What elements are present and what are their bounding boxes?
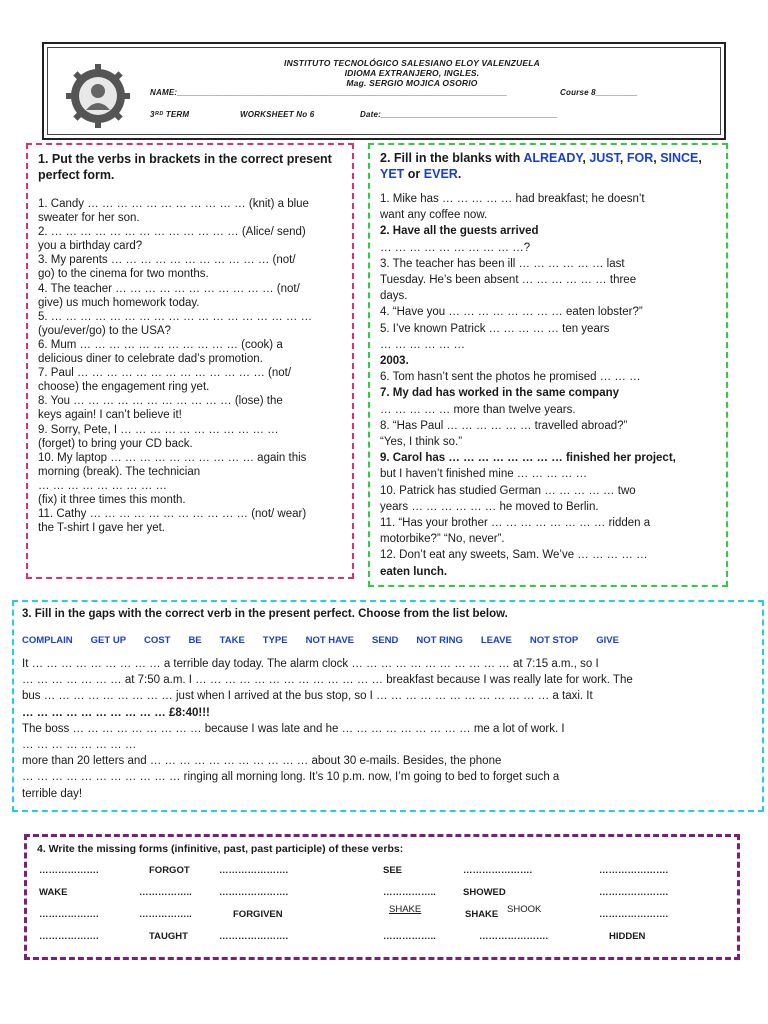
separator: ,: [653, 151, 661, 165]
verb-form-cell[interactable]: ……………….: [39, 931, 99, 942]
verb-form-cell: WAKE: [39, 887, 68, 898]
exercise-line: 7. My dad has worked in the same company: [380, 387, 620, 400]
exercise-line: want any coffee now.: [380, 209, 488, 222]
exercise-4-title: 4. Write the missing forms (infinitive, past, past participle) of these verbs:: [37, 843, 404, 855]
header-inner-frame: [47, 47, 721, 135]
exercise-line: go) to the cinema for two months.: [38, 268, 209, 281]
verb-form-cell: HIDDEN: [609, 931, 646, 942]
verb-form-cell[interactable]: ………………….: [463, 865, 533, 876]
exercise-line[interactable]: 3. The teacher has been ill … … … … … … last: [380, 257, 625, 270]
or-word: or: [407, 167, 421, 181]
exercise-line[interactable]: 9. Sorry, Pete, I … … … … … … … … … … …: [38, 423, 279, 436]
exercise-line[interactable]: 2. … … … … … … … … … … … … … (Alice/ send): [38, 226, 306, 239]
passage-line: terrible day!: [22, 787, 83, 800]
verb-option: NOT STOP: [529, 635, 579, 646]
separator: ,: [698, 151, 702, 165]
keyword-ever: EVER: [423, 167, 458, 181]
keyword-yet: YET: [380, 167, 405, 181]
title-end: .: [457, 167, 462, 181]
verb-forms-row: [37, 865, 737, 887]
verb-option: TAKE: [219, 635, 245, 646]
verb-form-cell[interactable]: ………………….: [599, 909, 669, 920]
exercise-line[interactable]: 6. Tom hasn’t sent the photos he promised … … …: [380, 371, 641, 384]
exercise-line[interactable]: 4. The teacher … … … … … … … … … … … (not/: [38, 282, 300, 295]
exercise-line[interactable]: 12. Don’t eat any sweets, Sam. We’ve … … … … …: [380, 549, 648, 562]
exercise-line[interactable]: 4. “Have you … … … … … … … … eaten lobster?”: [380, 306, 643, 319]
exercise-line: “Yes, I think so.”: [380, 436, 463, 449]
exercise-line: you a birthday card?: [38, 240, 143, 253]
exercise-line: (you/ever/go) to the USA?: [38, 324, 171, 337]
exercise-line[interactable]: Tuesday. He’s been absent … … … … … … three: [380, 274, 637, 287]
exercise-line: morning (break). The technician: [38, 465, 201, 478]
verb-option: NOT RING: [416, 635, 463, 646]
school-name: INSTITUTO TECNOLÓGICO SALESIANO ELOY VALENZUELA: [284, 58, 540, 68]
exercise-line: eaten lunch.: [380, 565, 448, 578]
exercise-line: delicious diner to celebrate dad’s promotion.: [38, 353, 263, 366]
verb-form-cell[interactable]: ………………….: [479, 931, 549, 942]
exercise-line: choose) the engagement ring yet.: [38, 381, 210, 394]
handwritten-answer-shake: SHAKE: [389, 904, 422, 915]
verb-form-cell[interactable]: ……………..: [383, 887, 436, 898]
verb-form-cell: SEE: [383, 865, 403, 876]
verb-form-cell[interactable]: ……………..: [383, 931, 436, 942]
verb-form-cell[interactable]: ……………..: [139, 887, 192, 898]
verb-form-cell[interactable]: ……………..: [139, 909, 192, 920]
exercise-line[interactable]: but I haven’t finished mine … … … … …: [380, 468, 588, 481]
verb-option: GET UP: [90, 635, 127, 646]
passage-line[interactable]: bus … … … … … … … … … just when I arrived at the bus stop, so I … … … … … … … … … … … … a taxi. It: [22, 690, 593, 703]
verb-option: SEND: [372, 635, 399, 646]
verb-forms-table: [37, 865, 737, 953]
passage-line[interactable]: … … … … … … … …: [22, 739, 137, 752]
exercise-line[interactable]: 11. Cathy … … … … … … … … … … … (not/ wear): [38, 508, 307, 521]
exercise-line[interactable]: 9. Carol has … … … … … … … … finished her project,: [380, 452, 676, 465]
verb-form-cell: SHAKE: [465, 909, 499, 920]
verb-forms-row: [37, 931, 737, 953]
teacher-name: Mag. SERGIO MOJICA OSORIO: [346, 78, 478, 88]
verb-form-cell[interactable]: ……………….: [39, 909, 99, 920]
exercise-line[interactable]: 1. Candy … … … … … … … … … … … (knit) a blue: [38, 198, 309, 210]
verb-option: COST: [144, 635, 171, 646]
separator: ,: [619, 151, 627, 165]
date-field[interactable]: Date:______________________________________: [360, 110, 558, 119]
verb-form-cell[interactable]: ………………….: [219, 931, 289, 942]
verb-forms-row: [37, 887, 737, 909]
exercise-line[interactable]: … … … … … … … … …: [38, 479, 168, 492]
exercise-line[interactable]: 6. Mum … … … … … … … … … … … (cook) a: [38, 338, 283, 351]
exercise-line: give) us much homework today.: [38, 296, 200, 309]
passage-line[interactable]: … … … … … … … at 7:50 a.m. I … … … … … … … … … … … … … breakfast because I was really late for work. The: [22, 674, 633, 687]
exercise-2-lines: [380, 191, 720, 580]
separator: ,: [582, 151, 590, 165]
handwritten-answer-shook: SHOOK: [507, 904, 542, 915]
verb-form-cell[interactable]: ………………….: [219, 865, 289, 876]
exercise-3-title: 3. Fill in the gaps with the correct verb in the present perfect. Choose from the list below.: [22, 608, 508, 620]
verb-form-cell: FORGOT: [149, 865, 190, 876]
exercise-line[interactable]: 7. Paul … … … … … … … … … … … … … (not/: [38, 367, 292, 380]
exercise-line[interactable]: … … … … … …: [380, 338, 465, 351]
exercise-line: the T-shirt I gave her yet.: [38, 522, 165, 535]
verb-form-cell[interactable]: ………………….: [219, 887, 289, 898]
passage-line[interactable]: It … … … … … … … … … a terrible day today. The alarm clock … … … … … … … … … … … at 7:15 a.m., so I: [22, 658, 599, 670]
exercise-line[interactable]: … … … … … more than twelve years.: [380, 403, 576, 416]
exercise-2-box: [368, 143, 728, 587]
exercise-1-box: [26, 143, 354, 579]
exercise-4-box: [24, 834, 740, 960]
exercise-line: 2003.: [380, 355, 409, 368]
exercise-3-passage: [22, 656, 752, 802]
exercise-line[interactable]: 8. You … … … … … … … … … … … (lose) the: [38, 395, 283, 408]
verb-option: TYPE: [262, 635, 288, 646]
title-prefix: 2. Fill in the blanks with: [380, 151, 521, 165]
verb-option: LEAVE: [480, 635, 512, 646]
exercise-line: (fix) it three times this month.: [38, 493, 186, 506]
keyword-already: ALREADY: [523, 151, 583, 165]
passage-line[interactable]: more than 20 letters and … … … … … … … … … … … about 30 e-mails. Besides, the phone: [22, 755, 502, 768]
exercise-line: motorbike?” “No, never”.: [380, 533, 505, 546]
exercise-3-box: [12, 600, 764, 812]
passage-line[interactable]: … … … … … … … … … … … ringing all morning long. It’s 10 p.m. now, I’m going to bed to forget such a: [22, 771, 560, 784]
passage-line[interactable]: The boss … … … … … … … … … because I was late and he … … … … … … … … … me a lot of work. I: [22, 722, 565, 735]
verb-form-cell[interactable]: ………………….: [599, 887, 669, 898]
exercise-line: days.: [380, 290, 408, 303]
verb-option: NOT HAVE: [305, 635, 354, 646]
verb-form-cell: FORGIVEN: [233, 909, 283, 920]
verb-option: GIVE: [596, 635, 619, 646]
exercise-1-lines: [38, 197, 350, 535]
subject-name: IDIOMA EXTRANJERO, INGLES.: [344, 68, 480, 78]
worksheet-header: [42, 42, 726, 140]
exercise-1-title: 1. Put the verbs in brackets in the correct present perfect form.: [38, 152, 332, 182]
exercise-line[interactable]: 5. … … … … … … … … … … … … … … … … … …: [38, 310, 313, 323]
keyword-just: JUST: [589, 151, 620, 165]
course-field[interactable]: Course 8_________: [560, 88, 638, 97]
verb-option: BE: [188, 635, 202, 646]
verb-form-cell[interactable]: ……………….: [39, 865, 99, 876]
exercise-line: (forget) to bring your CD back.: [38, 437, 193, 450]
exercise-line[interactable]: 3. My parents … … … … … … … … … … … (not/: [38, 254, 296, 267]
exercise-line[interactable]: 5. I’ve known Patrick … … … … … ten years: [380, 322, 610, 335]
term-label: 3ᴿᴰ TERM: [150, 110, 190, 119]
exercise-line[interactable]: 11. “Has your brother … … … … … … … … ridden a: [380, 517, 651, 530]
verb-forms-row: [37, 904, 737, 931]
verb-word-bank: [22, 635, 752, 646]
exercise-line: sweater for her son.: [38, 212, 140, 225]
worksheet-number: WORKSHEET No 6: [240, 110, 315, 119]
exercise-line[interactable]: 10. My laptop … … … … … … … … … … again this: [38, 451, 307, 464]
verb-form-cell: SHOWED: [463, 887, 506, 898]
exercise-line: 2. Have all the guests arrived: [380, 225, 539, 238]
exercise-line[interactable]: years … … … … … … he moved to Berlin.: [380, 500, 599, 513]
exercise-2-title: [380, 150, 720, 182]
exercise-line[interactable]: … … … … … … … … … …?: [380, 241, 531, 254]
keyword-for: FOR: [626, 151, 654, 165]
exercise-line[interactable]: 1. Mike has … … … … … had breakfast; he doesn’t: [380, 193, 645, 205]
verb-form-cell: TAUGHT: [149, 931, 188, 942]
keyword-since: SINCE: [660, 151, 699, 165]
exercise-line[interactable]: 8. “Has Paul … … … … … … travelled abroad?”: [380, 419, 628, 432]
verb-form-cell[interactable]: ………………….: [599, 865, 669, 876]
passage-line[interactable]: … … … … … … … … … … £8:40!!!: [22, 706, 210, 719]
student-name-field[interactable]: NAME:_______________________________________________________________________: [150, 88, 508, 97]
verb-option: COMPLAIN: [22, 635, 73, 646]
exercise-line: keys again! I can’t believe it!: [38, 409, 182, 422]
exercise-line[interactable]: 10. Patrick has studied German … … … … … two: [380, 484, 636, 497]
